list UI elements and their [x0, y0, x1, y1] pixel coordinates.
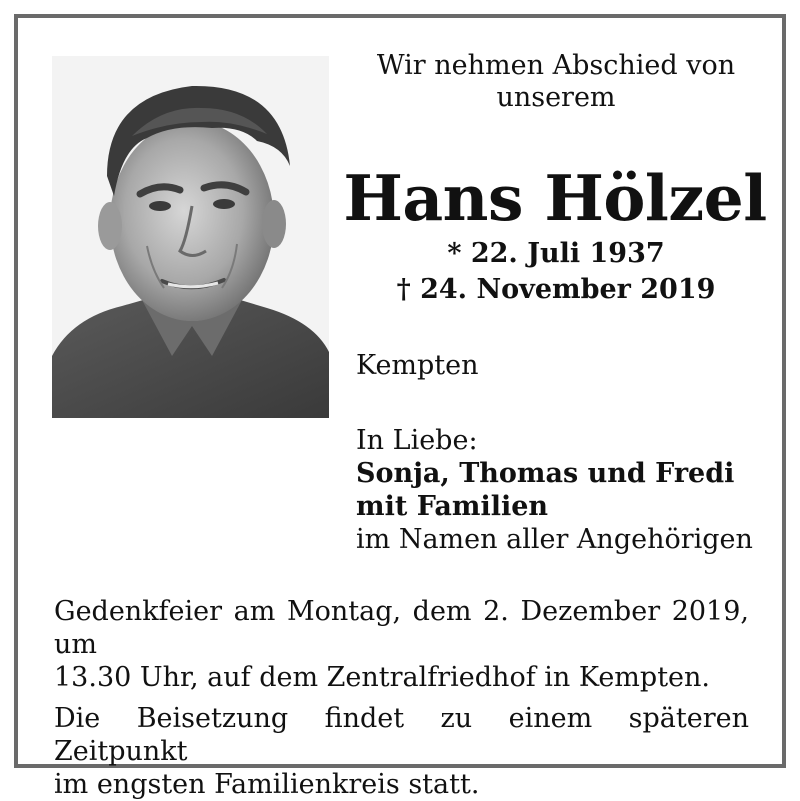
ceremony-line-2: 13.30 Uhr, auf dem Zentralfriedhof in Kempten. [54, 662, 710, 693]
deceased-name: Hans Hölzel [343, 161, 767, 235]
ceremony-notice [54, 595, 749, 801]
mourners-intro: In Liebe: [356, 425, 478, 456]
mourners-block [356, 424, 753, 556]
ceremony-line-1: Gedenkfeier am Montag, dem 2. Dezember 2019, um [54, 596, 749, 660]
life-dates [356, 236, 756, 308]
birth-date: * 22. Juli 1937 [447, 238, 665, 269]
burial-line-2: im engsten Familienkreis statt. [54, 769, 480, 800]
residence-place: Kempten [356, 350, 479, 381]
burial-line-1: Die Beisetzung findet zu einem späteren Zeitpunkt [54, 703, 749, 767]
intro-line-2: unserem [496, 82, 616, 113]
mourners-closing: im Namen aller Angehörigen [356, 524, 753, 555]
mourners-names-line-2: mit Familien [356, 491, 549, 522]
ceremony-paragraph [54, 595, 749, 694]
burial-paragraph [54, 702, 749, 801]
death-date: † 24. November 2019 [396, 274, 716, 305]
intro-line-1: Wir nehmen Abschied von [376, 50, 736, 81]
mourners-names-line-1: Sonja, Thomas und Fredi [356, 458, 735, 489]
portrait-photo [52, 56, 329, 418]
intro-text [356, 50, 756, 114]
